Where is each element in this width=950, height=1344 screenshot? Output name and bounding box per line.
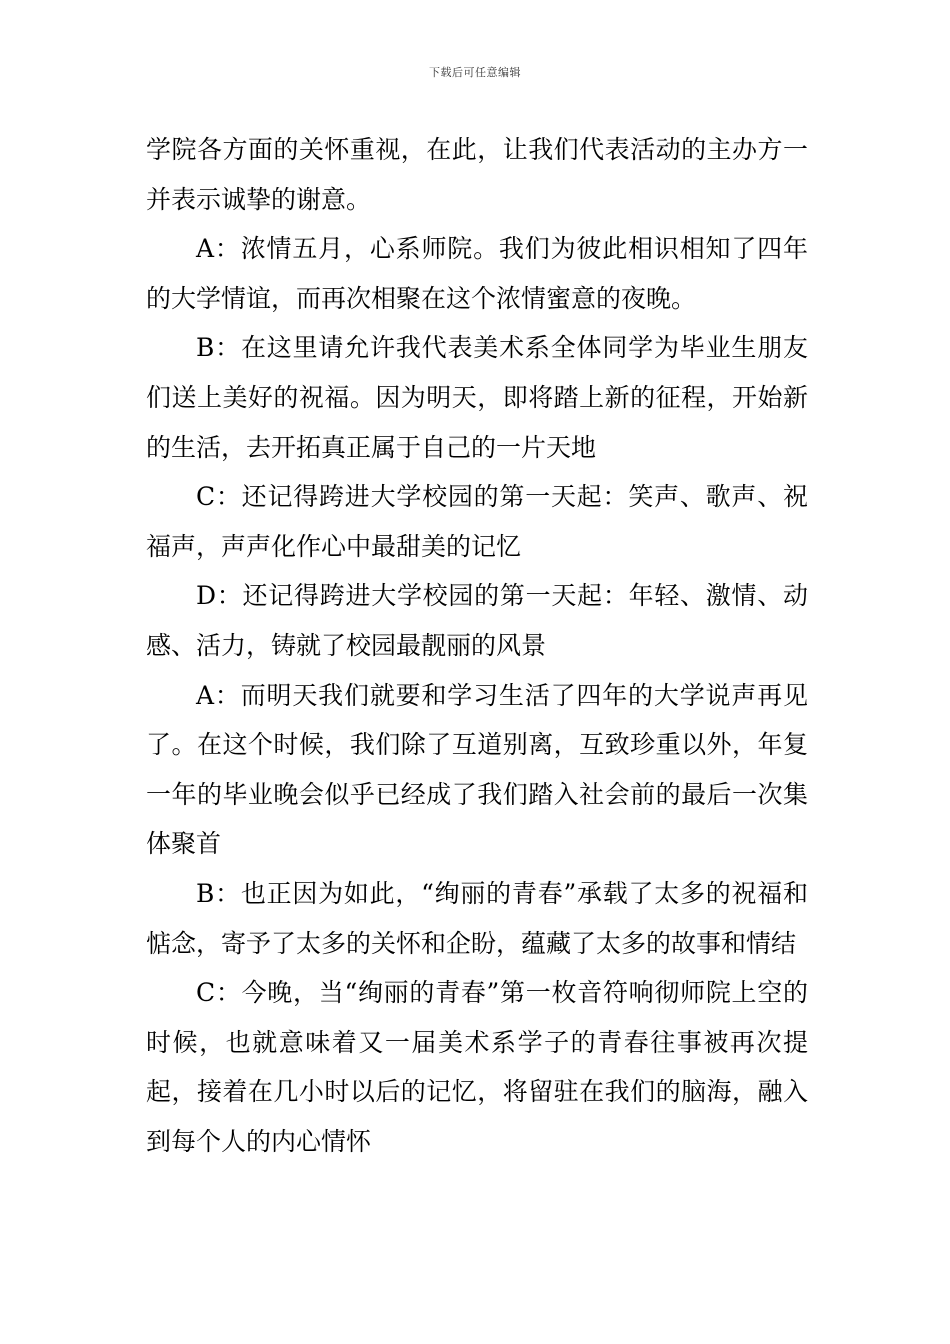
paragraph-1: 学院各方面的关怀重视，在此，让我们代表活动的主办方一并表示诚挚的谢意。 <box>146 135 808 214</box>
paragraph-5: D：还记得跨进大学校园的第一天起：年轻、激情、动感、活力，铸就了校园最靓丽的风景 <box>146 581 808 660</box>
paragraph-3: B：在这里请允许我代表美术系全体同学为毕业生朋友们送上美好的祝福。因为明天，即将踏上新的征程，开始新的生活，去开拓真正属于自己的一片天地 <box>146 333 808 462</box>
page-header-note: 下载后可任意编辑 <box>429 66 521 79</box>
paragraph-4: C：还记得跨进大学校园的第一天起：笑声、歌声、祝福声，声声化作心中最甜美的记忆 <box>146 482 808 561</box>
paragraph-8: C：今晚，当“绚丽的青春”第一枚音符响彻师院上空的时候，也就意味着又一届美术系学子的青春往事被再次提起，接着在几小时以后的记忆，将留驻在我们的脑海，融入到每个人的内心情怀 <box>146 978 808 1156</box>
paragraph-7: B：也正因为如此，“绚丽的青春”承载了太多的祝福和惦念，寄予了太多的关怀和企盼，蕴藏了太多的故事和情结 <box>146 878 808 958</box>
document-body <box>146 125 808 1166</box>
paragraph-6: A：而明天我们就要和学习生活了四年的大学说声再见了。在这个时候，我们除了互道别离，互致珍重以外，年复一年的毕业晚会似乎已经成了我们踏入社会前的最后一次集体聚首 <box>146 680 808 859</box>
paragraph-2: A：浓情五月，心系师院。我们为彼此相识相知了四年的大学情谊，而再次相聚在这个浓情蜜意的夜晚。 <box>146 234 808 313</box>
